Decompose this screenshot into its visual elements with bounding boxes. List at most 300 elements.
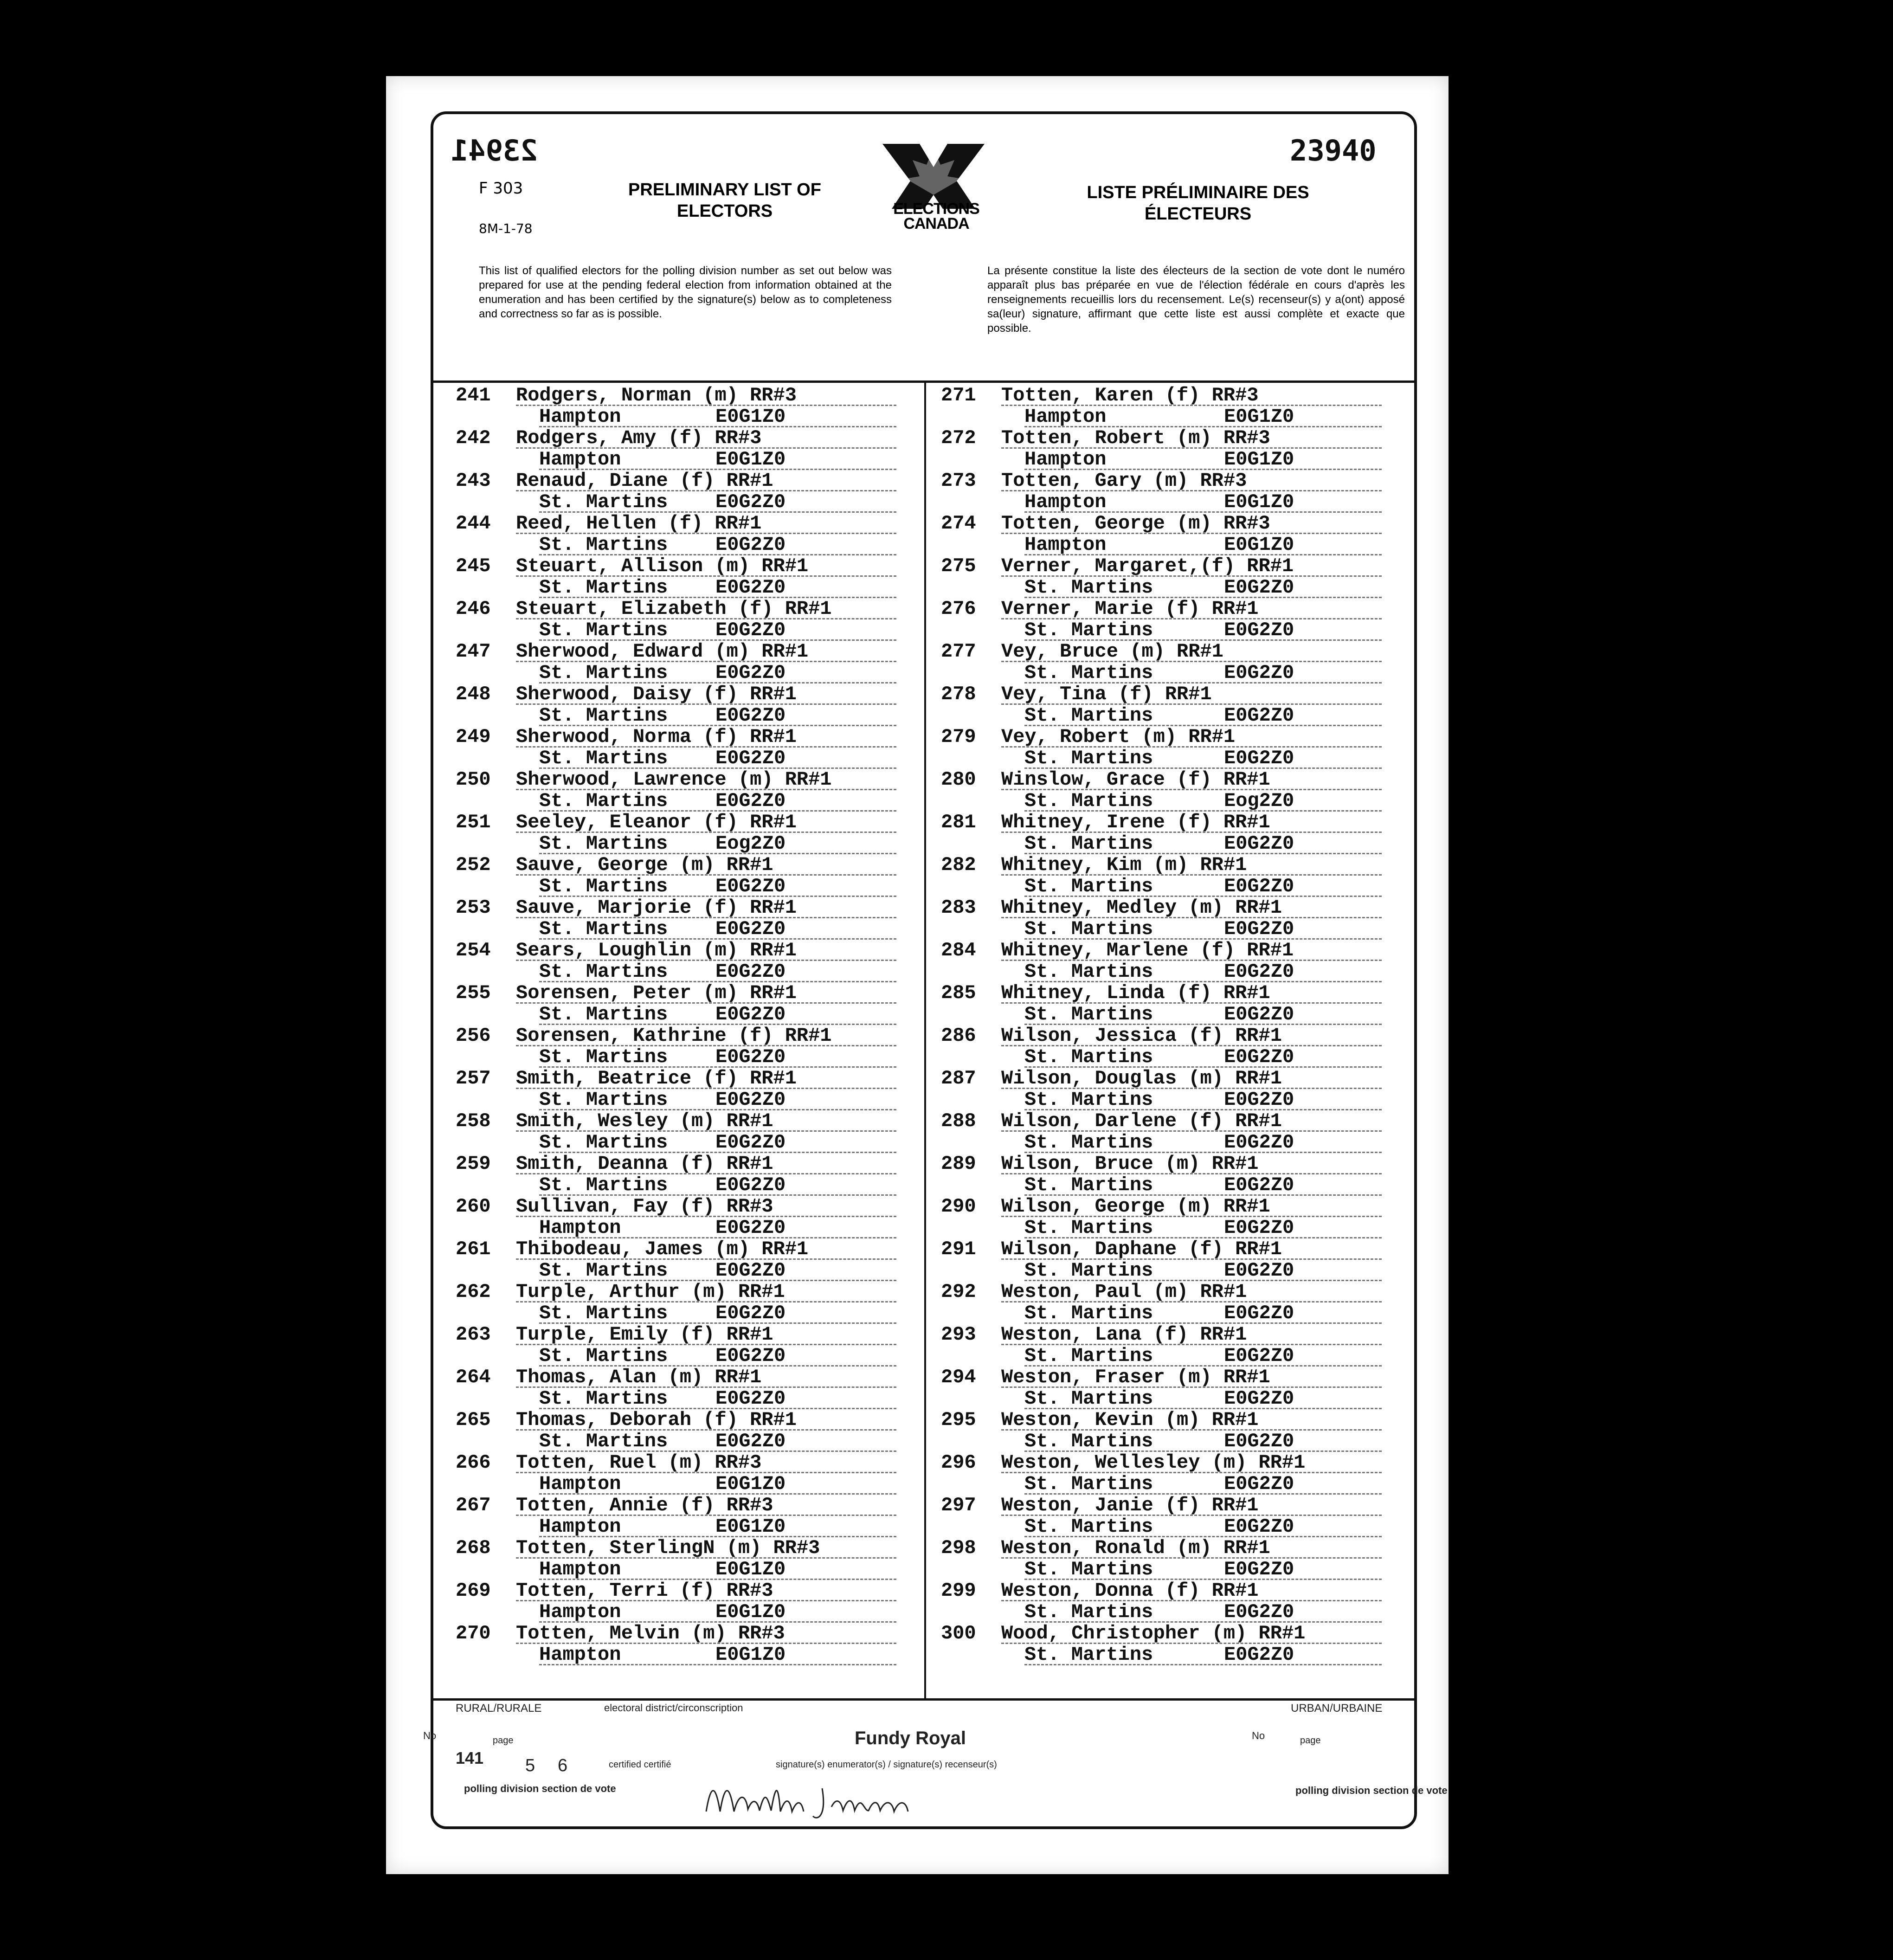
elector-name: Sears, Loughlin (m) RR#1 xyxy=(516,939,896,961)
logo-text: ELECTIONS CANADA xyxy=(893,200,979,232)
elector-postal-code: E0G2Z0 xyxy=(1224,747,1294,769)
elector-postal-code: E0G2Z0 xyxy=(1224,1259,1294,1282)
elector-postal-code: E0G2Z0 xyxy=(1224,832,1294,855)
elector-name: Wilson, Jessica (f) RR#1 xyxy=(1001,1025,1382,1046)
elector-number: 263 xyxy=(456,1323,491,1346)
elector-name: Sherwood, Edward (m) RR#1 xyxy=(516,640,896,662)
elector-postal-code: E0G2Z0 xyxy=(715,534,786,556)
elector-entry xyxy=(941,1152,1405,1194)
elector-entry xyxy=(941,682,1405,725)
elector-entry xyxy=(456,896,910,938)
elector-name: Wood, Christopher (m) RR#1 xyxy=(1001,1622,1382,1644)
elector-name: Rodgers, Amy (f) RR#3 xyxy=(516,427,896,449)
elector-postal-code: E0G2Z0 xyxy=(715,918,786,940)
elector-name: Weston, Paul (m) RR#1 xyxy=(1001,1281,1382,1302)
elector-locality: St. Martins xyxy=(539,1131,896,1153)
elector-locality: Hampton xyxy=(1024,534,1382,555)
elector-number: 274 xyxy=(941,512,976,535)
elector-name: Totten, Terri (f) RR#3 xyxy=(516,1580,896,1601)
elector-postal-code: E0G2Z0 xyxy=(1224,1131,1294,1154)
elector-postal-code: E0G2Z0 xyxy=(1224,1003,1294,1025)
elector-name: Weston, Fraser (m) RR#1 xyxy=(1001,1366,1382,1388)
elector-postal-code: E0G2Z0 xyxy=(1224,1387,1294,1410)
elector-name: Totten, SterlingN (m) RR#3 xyxy=(516,1537,896,1559)
elector-name: Totten, Robert (m) RR#3 xyxy=(1001,427,1382,449)
elector-number: 264 xyxy=(456,1366,491,1388)
elector-postal-code: E0G2Z0 xyxy=(715,704,786,727)
elector-name: Sorensen, Peter (m) RR#1 xyxy=(516,982,896,1004)
number-label-right: No xyxy=(1252,1730,1265,1741)
elector-name: Totten, Melvin (m) RR#3 xyxy=(516,1622,896,1644)
elector-number: 298 xyxy=(941,1537,976,1559)
elector-name: Whitney, Linda (f) RR#1 xyxy=(1001,982,1382,1004)
elector-postal-code: E0G2Z0 xyxy=(1224,1430,1294,1452)
elector-locality: St. Martins xyxy=(1024,1473,1382,1495)
elector-locality: St. Martins xyxy=(1024,1259,1382,1281)
elector-postal-code: E0G2Z0 xyxy=(1224,1302,1294,1324)
elector-entry xyxy=(941,938,1405,981)
elector-locality: St. Martins xyxy=(1024,961,1382,982)
elector-name: Wilson, Daphane (f) RR#1 xyxy=(1001,1238,1382,1260)
elector-number: 293 xyxy=(941,1323,976,1346)
elector-name: Smith, Wesley (m) RR#1 xyxy=(516,1110,896,1132)
elector-number: 259 xyxy=(456,1153,491,1175)
elector-number: 284 xyxy=(941,939,976,961)
elector-entry xyxy=(456,1408,910,1451)
footer-divider xyxy=(433,1698,1414,1701)
page-total: 6 xyxy=(558,1756,568,1775)
elector-number: 297 xyxy=(941,1494,976,1516)
elector-number: 251 xyxy=(456,811,491,833)
elector-number: 290 xyxy=(941,1195,976,1218)
elector-locality: Hampton xyxy=(539,448,896,470)
elector-entry xyxy=(456,1365,910,1408)
elector-postal-code: E0G2Z0 xyxy=(1224,1644,1294,1666)
elector-locality: St. Martins xyxy=(1024,1387,1382,1409)
elector-postal-code: E0G1Z0 xyxy=(1224,406,1294,428)
elector-postal-code: E0G2Z0 xyxy=(1224,1473,1294,1495)
elector-entry xyxy=(456,1152,910,1194)
elector-number: 277 xyxy=(941,640,976,663)
elector-locality: Hampton xyxy=(1024,406,1382,427)
elector-postal-code: Eog2Z0 xyxy=(1224,790,1294,812)
elector-locality: St. Martins xyxy=(539,1430,896,1452)
elector-postal-code: E0G1Z0 xyxy=(1224,448,1294,471)
elector-number: 272 xyxy=(941,427,976,449)
elector-number: 295 xyxy=(941,1409,976,1431)
elector-entry xyxy=(941,469,1405,511)
elector-locality: St. Martins xyxy=(1024,1302,1382,1324)
elector-name: Verner, Marie (f) RR#1 xyxy=(1001,598,1382,619)
elector-name: Totten, George (m) RR#3 xyxy=(1001,512,1382,534)
polling-division-number: 141 xyxy=(456,1748,484,1767)
elector-entry xyxy=(941,1365,1405,1408)
elector-name: Seeley, Eleanor (f) RR#1 xyxy=(516,811,896,833)
elector-locality: St. Martins xyxy=(539,875,896,897)
elector-locality: St. Martins xyxy=(1024,1046,1382,1068)
elector-locality: St. Martins xyxy=(539,961,896,982)
elector-postal-code: E0G2Z0 xyxy=(715,1430,786,1452)
column-divider xyxy=(924,382,926,1700)
elector-name: Reed, Hellen (f) RR#1 xyxy=(516,512,896,534)
elector-number: 268 xyxy=(456,1537,491,1559)
elector-locality: St. Martins xyxy=(1024,747,1382,769)
serial-number-mirrored: 23941 xyxy=(451,134,538,168)
elector-number: 257 xyxy=(456,1067,491,1090)
elector-locality: St. Martins xyxy=(539,704,896,726)
elector-entry xyxy=(456,511,910,554)
elector-name: Sauve, George (m) RR#1 xyxy=(516,854,896,876)
elector-entry xyxy=(941,1621,1405,1664)
elector-locality: St. Martins xyxy=(539,790,896,812)
elector-entry xyxy=(456,1109,910,1152)
elector-number: 275 xyxy=(941,555,976,577)
elector-postal-code: E0G2Z0 xyxy=(715,662,786,684)
signature-label: signature(s) enumerator(s) / signature(s) recenseur(s) xyxy=(776,1760,997,1770)
elector-name: Wilson, Darlene (f) RR#1 xyxy=(1001,1110,1382,1132)
intro-text-english: This list of qualified electors for the polling division number as set out below was prepared for use at the pending federal election from information obtained at the enumeration and has been certified by the signature(s) below as to completeness and correctness so far as is possible. xyxy=(479,264,892,320)
elector-name: Whitney, Kim (m) RR#1 xyxy=(1001,854,1382,876)
elector-entry xyxy=(456,1322,910,1365)
elector-entry xyxy=(941,725,1405,767)
elector-locality: St. Martins xyxy=(1024,1644,1382,1665)
elector-locality: St. Martins xyxy=(1024,1515,1382,1537)
elector-locality: St. Martins xyxy=(1024,875,1382,897)
elector-locality: St. Martins xyxy=(1024,1003,1382,1025)
elector-entry xyxy=(456,810,910,853)
elector-name: Verner, Margaret,(f) RR#1 xyxy=(1001,555,1382,577)
elector-postal-code: E0G2Z0 xyxy=(715,576,786,599)
elector-postal-code: E0G2Z0 xyxy=(715,1259,786,1282)
elector-number: 288 xyxy=(941,1110,976,1132)
elector-locality: St. Martins xyxy=(539,747,896,769)
elector-entry xyxy=(456,682,910,725)
elector-name: Wilson, George (m) RR#1 xyxy=(1001,1195,1382,1217)
elector-postal-code: E0G1Z0 xyxy=(715,1473,786,1495)
elector-name: Renaud, Diane (f) RR#1 xyxy=(516,470,896,491)
elector-locality: St. Martins xyxy=(1024,918,1382,940)
elector-name: Weston, Janie (f) RR#1 xyxy=(1001,1494,1382,1516)
elector-number: 270 xyxy=(456,1622,491,1644)
elector-postal-code: E0G2Z0 xyxy=(715,790,786,812)
elector-locality: St. Martins xyxy=(1024,1131,1382,1153)
elector-entry xyxy=(941,1536,1405,1579)
elector-entry xyxy=(456,1194,910,1237)
elector-number: 300 xyxy=(941,1622,976,1644)
elector-name: Weston, Ronald (m) RR#1 xyxy=(1001,1537,1382,1559)
elector-postal-code: E0G1Z0 xyxy=(715,406,786,428)
elector-locality: St. Martins xyxy=(1024,619,1382,641)
elector-name: Totten, Karen (f) RR#3 xyxy=(1001,384,1382,406)
elector-locality: St. Martins xyxy=(539,1046,896,1068)
elector-entry xyxy=(941,810,1405,853)
elector-number: 283 xyxy=(941,896,976,919)
elector-locality: St. Martins xyxy=(1024,1174,1382,1196)
elector-entry xyxy=(456,938,910,981)
elector-number: 245 xyxy=(456,555,491,577)
elector-locality: St. Martins xyxy=(539,619,896,641)
elector-name: Turple, Arthur (m) RR#1 xyxy=(516,1281,896,1302)
elector-entry xyxy=(456,1024,910,1066)
elector-postal-code: E0G1Z0 xyxy=(715,448,786,471)
elector-entry xyxy=(941,1280,1405,1322)
elector-postal-code: E0G2Z0 xyxy=(715,1131,786,1154)
form-code: F 303 xyxy=(479,179,523,198)
elector-postal-code: E0G2Z0 xyxy=(1224,1046,1294,1068)
elector-entry xyxy=(456,597,910,639)
elector-postal-code: E0G2Z0 xyxy=(1224,1345,1294,1367)
elector-entry xyxy=(456,725,910,767)
elector-entry xyxy=(941,554,1405,597)
elector-number: 262 xyxy=(456,1281,491,1303)
elector-locality: St. Martins xyxy=(539,534,896,555)
elector-name: Totten, Gary (m) RR#3 xyxy=(1001,470,1382,491)
elector-name: Wilson, Bruce (m) RR#1 xyxy=(1001,1153,1382,1174)
elector-entry xyxy=(456,1579,910,1621)
title-french: LISTE PRÉLIMINAIRE DES ÉLECTEURS xyxy=(1087,183,1309,224)
elector-locality: St. Martins xyxy=(539,1003,896,1025)
title-english: PRELIMINARY LIST OF ELECTORS xyxy=(628,180,821,221)
elector-postal-code: E0G2Z0 xyxy=(1224,662,1294,684)
elector-entry xyxy=(456,554,910,597)
elector-number: 255 xyxy=(456,982,491,1004)
elector-locality: St. Martins xyxy=(539,918,896,940)
elector-name: Sauve, Marjorie (f) RR#1 xyxy=(516,896,896,918)
elector-number: 241 xyxy=(456,384,491,406)
elector-number: 252 xyxy=(456,854,491,876)
elector-locality: St. Martins xyxy=(1024,1217,1382,1238)
elector-entry xyxy=(456,1237,910,1280)
elector-entry xyxy=(456,767,910,810)
elector-number: 247 xyxy=(456,640,491,663)
elector-number: 296 xyxy=(941,1451,976,1474)
elector-name: Totten, Ruel (m) RR#3 xyxy=(516,1451,896,1473)
elector-entry xyxy=(456,1066,910,1109)
elector-entry xyxy=(456,426,910,469)
elector-locality: St. Martins xyxy=(1024,1558,1382,1580)
elector-entry xyxy=(941,511,1405,554)
elector-locality: St. Martins xyxy=(1024,704,1382,726)
elector-postal-code: E0G1Z0 xyxy=(715,1644,786,1666)
polling-division-label: polling division section de vote xyxy=(464,1783,616,1794)
elector-locality: Hampton xyxy=(539,1515,896,1537)
elector-number: 265 xyxy=(456,1409,491,1431)
elector-locality: Hampton xyxy=(539,1601,896,1623)
elector-postal-code: E0G2Z0 xyxy=(715,1174,786,1196)
elector-postal-code: E0G2Z0 xyxy=(715,619,786,641)
elector-locality: St. Martins xyxy=(539,1174,896,1196)
certified-label: certified certifié xyxy=(609,1760,671,1770)
elector-name: Thomas, Alan (m) RR#1 xyxy=(516,1366,896,1388)
elector-entry xyxy=(456,853,910,896)
elector-name: Totten, Annie (f) RR#3 xyxy=(516,1494,896,1516)
elector-name: Rodgers, Norman (m) RR#3 xyxy=(516,384,896,406)
elector-entry xyxy=(456,469,910,511)
elector-number: 261 xyxy=(456,1238,491,1260)
elector-entry xyxy=(941,1322,1405,1365)
elector-entry xyxy=(941,1066,1405,1109)
elector-number: 242 xyxy=(456,427,491,449)
elector-name: Thibodeau, James (m) RR#1 xyxy=(516,1238,896,1260)
elector-locality: St. Martins xyxy=(1024,1430,1382,1452)
elector-number: 287 xyxy=(941,1067,976,1090)
elector-locality: St. Martins xyxy=(539,1259,896,1281)
elector-name: Weston, Lana (f) RR#1 xyxy=(1001,1323,1382,1345)
elector-name: Smith, Beatrice (f) RR#1 xyxy=(516,1067,896,1089)
elector-locality: St. Martins xyxy=(1024,1601,1382,1623)
elector-postal-code: E0G2Z0 xyxy=(1224,1515,1294,1538)
elector-postal-code: E0G1Z0 xyxy=(715,1515,786,1538)
elector-postal-code: E0G2Z0 xyxy=(715,1302,786,1324)
elector-name: Sorensen, Kathrine (f) RR#1 xyxy=(516,1025,896,1046)
elector-name: Whitney, Marlene (f) RR#1 xyxy=(1001,939,1382,961)
serial-number: 23940 xyxy=(1290,134,1377,168)
form-date: 8M-1-78 xyxy=(479,221,533,236)
elector-postal-code: E0G1Z0 xyxy=(1224,534,1294,556)
elector-locality: Hampton xyxy=(539,1558,896,1580)
elector-list-left xyxy=(456,383,910,1664)
elector-entry xyxy=(941,1493,1405,1536)
elector-number: 254 xyxy=(456,939,491,961)
elector-entry xyxy=(941,639,1405,682)
elector-entry xyxy=(941,1194,1405,1237)
elector-postal-code: E0G2Z0 xyxy=(715,875,786,897)
enumerator-signature xyxy=(702,1774,961,1825)
elector-locality: St. Martins xyxy=(1024,662,1382,683)
elector-postal-code: E0G1Z0 xyxy=(715,1558,786,1580)
elector-postal-code: E0G2Z0 xyxy=(715,1089,786,1111)
elector-locality: Hampton xyxy=(1024,448,1382,470)
rural-label: RURAL/RURALE xyxy=(456,1702,542,1715)
electoral-district-name: Fundy Royal xyxy=(854,1728,966,1748)
elector-postal-code: E0G2Z0 xyxy=(1224,1558,1294,1580)
elector-entry xyxy=(456,1493,910,1536)
elector-locality: St. Martins xyxy=(539,662,896,683)
elector-number: 285 xyxy=(941,982,976,1004)
elector-number: 250 xyxy=(456,768,491,791)
elector-locality: St. Martins xyxy=(539,1387,896,1409)
elector-entry xyxy=(456,1536,910,1579)
elector-name: Thomas, Deborah (f) RR#1 xyxy=(516,1409,896,1431)
elector-number: 273 xyxy=(941,470,976,492)
elector-number: 243 xyxy=(456,470,491,492)
elector-number: 299 xyxy=(941,1580,976,1602)
elector-postal-code: E0G2Z0 xyxy=(715,1003,786,1025)
electoral-district-label: electoral district/circonscription xyxy=(604,1702,743,1714)
elector-entry xyxy=(456,981,910,1024)
elector-entry xyxy=(456,639,910,682)
elector-entry xyxy=(941,767,1405,810)
elector-postal-code: E0G2Z0 xyxy=(1224,1174,1294,1196)
elector-number: 244 xyxy=(456,512,491,535)
elector-name: Turple, Emily (f) RR#1 xyxy=(516,1323,896,1345)
elector-postal-code: E0G2Z0 xyxy=(1224,961,1294,983)
elector-number: 292 xyxy=(941,1281,976,1303)
elector-postal-code: E0G2Z0 xyxy=(1224,619,1294,641)
elector-postal-code: E0G2Z0 xyxy=(715,961,786,983)
elector-postal-code: E0G2Z0 xyxy=(715,747,786,769)
intro-text-french: La présente constitue la liste des électeurs de la section de vote dont le numéro apparaît plus bas préparée en vue de l'élection fédérale en cours d'après les renseignements recueillis lors du recensement. Le(s) recenseur(s) y a(ont) apposé sa(leur) signature, affirmant que cette liste est aussi complète et exacte que possible. xyxy=(987,264,1405,335)
elector-name: Weston, Wellesley (m) RR#1 xyxy=(1001,1451,1382,1473)
elector-postal-code: E0G1Z0 xyxy=(715,1601,786,1623)
elector-number: 286 xyxy=(941,1025,976,1047)
elector-locality: Hampton xyxy=(539,1473,896,1495)
elector-locality: Hampton xyxy=(1024,491,1382,513)
elector-number: 256 xyxy=(456,1025,491,1047)
elector-name: Whitney, Medley (m) RR#1 xyxy=(1001,896,1382,918)
elector-number: 289 xyxy=(941,1153,976,1175)
elector-name: Steuart, Allison (m) RR#1 xyxy=(516,555,896,577)
elector-entry xyxy=(941,597,1405,639)
elector-postal-code: E0G2Z0 xyxy=(715,1217,786,1239)
elector-name: Vey, Tina (f) RR#1 xyxy=(1001,683,1382,705)
number-label: No xyxy=(423,1730,437,1741)
elector-number: 276 xyxy=(941,598,976,620)
elector-number: 291 xyxy=(941,1238,976,1260)
elector-name: Weston, Donna (f) RR#1 xyxy=(1001,1580,1382,1601)
elector-locality: Hampton xyxy=(539,1217,896,1238)
elector-number: 249 xyxy=(456,726,491,748)
elector-entry xyxy=(456,1621,910,1664)
elector-entry xyxy=(941,1408,1405,1451)
elector-entry xyxy=(941,1579,1405,1621)
elector-locality: Hampton xyxy=(539,1644,896,1665)
elector-number: 258 xyxy=(456,1110,491,1132)
elector-entry xyxy=(456,1451,910,1493)
elector-locality: St. Martins xyxy=(539,1345,896,1367)
elector-number: 271 xyxy=(941,384,976,406)
elector-locality: St. Martins xyxy=(1024,832,1382,854)
elector-number: 267 xyxy=(456,1494,491,1516)
elector-postal-code: Eog2Z0 xyxy=(715,832,786,855)
elector-name: Vey, Bruce (m) RR#1 xyxy=(1001,640,1382,662)
header-divider xyxy=(433,380,1414,383)
elector-postal-code: E0G2Z0 xyxy=(1224,918,1294,940)
elector-postal-code: E0G2Z0 xyxy=(715,491,786,513)
elector-postal-code: E0G1Z0 xyxy=(1224,491,1294,513)
urban-label: URBAN/URBAINE xyxy=(1291,1702,1383,1715)
elector-number: 246 xyxy=(456,598,491,620)
elector-locality: St. Martins xyxy=(1024,1345,1382,1367)
elector-entry xyxy=(941,426,1405,469)
document-page xyxy=(386,76,1449,1874)
elector-entry xyxy=(941,1451,1405,1493)
elector-locality: St. Martins xyxy=(539,576,896,598)
elector-locality: St. Martins xyxy=(539,1302,896,1324)
elector-list-right xyxy=(941,383,1405,1664)
elector-number: 253 xyxy=(456,896,491,919)
elector-postal-code: E0G2Z0 xyxy=(1224,1217,1294,1239)
elector-locality: St. Martins xyxy=(539,832,896,854)
elector-name: Wilson, Douglas (m) RR#1 xyxy=(1001,1067,1382,1089)
elector-locality: Hampton xyxy=(539,406,896,427)
elector-entry xyxy=(941,1109,1405,1152)
page-label-right: page xyxy=(1300,1735,1321,1746)
elector-locality: St. Martins xyxy=(539,1089,896,1110)
page-label: page xyxy=(493,1735,514,1746)
elector-entry xyxy=(941,1024,1405,1066)
elector-locality: St. Martins xyxy=(1024,576,1382,598)
elector-number: 278 xyxy=(941,683,976,705)
elector-number: 280 xyxy=(941,768,976,791)
elector-entry xyxy=(456,383,910,426)
elector-name: Vey, Robert (m) RR#1 xyxy=(1001,726,1382,748)
elector-name: Sherwood, Norma (f) RR#1 xyxy=(516,726,896,748)
elector-number: 266 xyxy=(456,1451,491,1474)
elector-entry xyxy=(941,1237,1405,1280)
elector-postal-code: E0G2Z0 xyxy=(715,1046,786,1068)
elector-name: Sherwood, Lawrence (m) RR#1 xyxy=(516,768,896,790)
